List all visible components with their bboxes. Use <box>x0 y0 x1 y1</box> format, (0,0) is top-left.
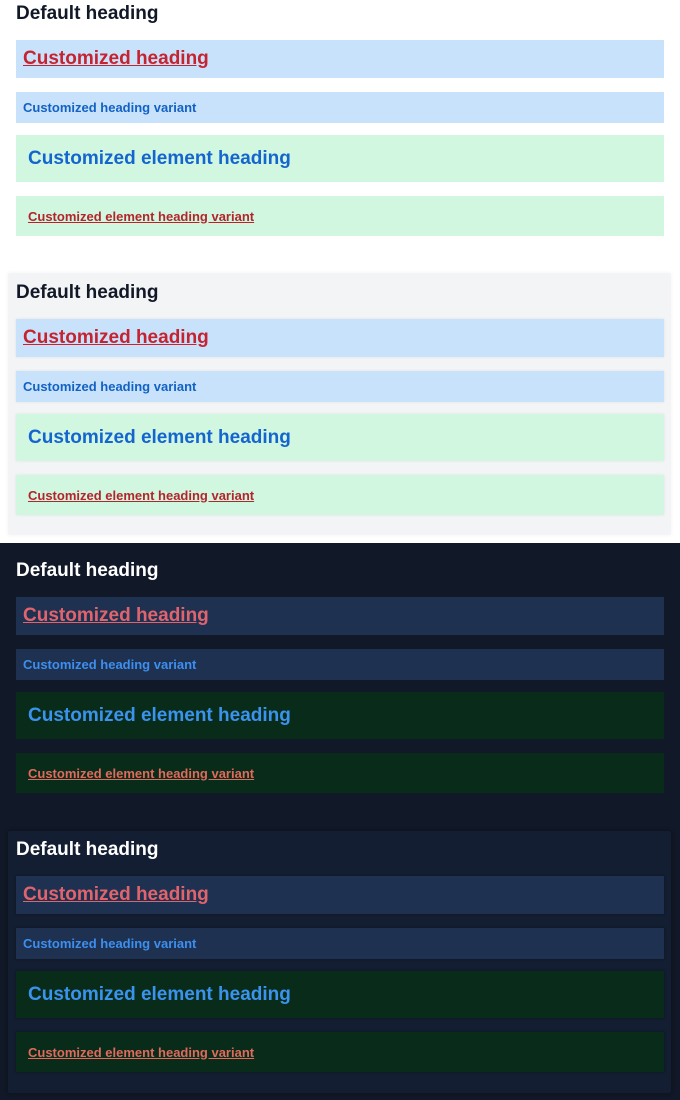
customized-heading: Customized heading <box>16 597 664 635</box>
light-section <box>0 0 680 271</box>
customized-element-heading-variant: Customized element heading variant <box>16 753 664 793</box>
light-card-section <box>0 271 680 543</box>
customized-heading: Customized heading <box>16 40 664 78</box>
customized-element-heading-variant: Customized element heading variant <box>16 1032 664 1072</box>
default-heading: Default heading <box>16 3 159 24</box>
customized-heading-variant: Customized heading variant <box>16 371 664 402</box>
customized-element-heading: Customized element heading <box>16 414 664 461</box>
customized-element-heading-variant: Customized element heading variant <box>16 475 664 515</box>
light-card <box>8 273 671 535</box>
customized-heading-variant: Customized heading variant <box>16 649 664 680</box>
customized-heading-variant: Customized heading variant <box>16 92 664 123</box>
customized-heading-variant: Customized heading variant <box>16 928 664 959</box>
customized-element-heading-variant: Customized element heading variant <box>16 196 664 236</box>
dark-card <box>8 831 671 1093</box>
customized-heading: Customized heading <box>16 319 664 357</box>
dark-card-section <box>0 827 680 1100</box>
dark-section <box>0 543 680 827</box>
customized-heading: Customized heading <box>16 876 664 914</box>
default-heading: Default heading <box>16 282 159 303</box>
customized-element-heading: Customized element heading <box>16 135 664 182</box>
customized-element-heading: Customized element heading <box>16 971 664 1018</box>
customized-element-heading: Customized element heading <box>16 692 664 739</box>
default-heading: Default heading <box>16 839 159 860</box>
default-heading: Default heading <box>16 560 159 581</box>
